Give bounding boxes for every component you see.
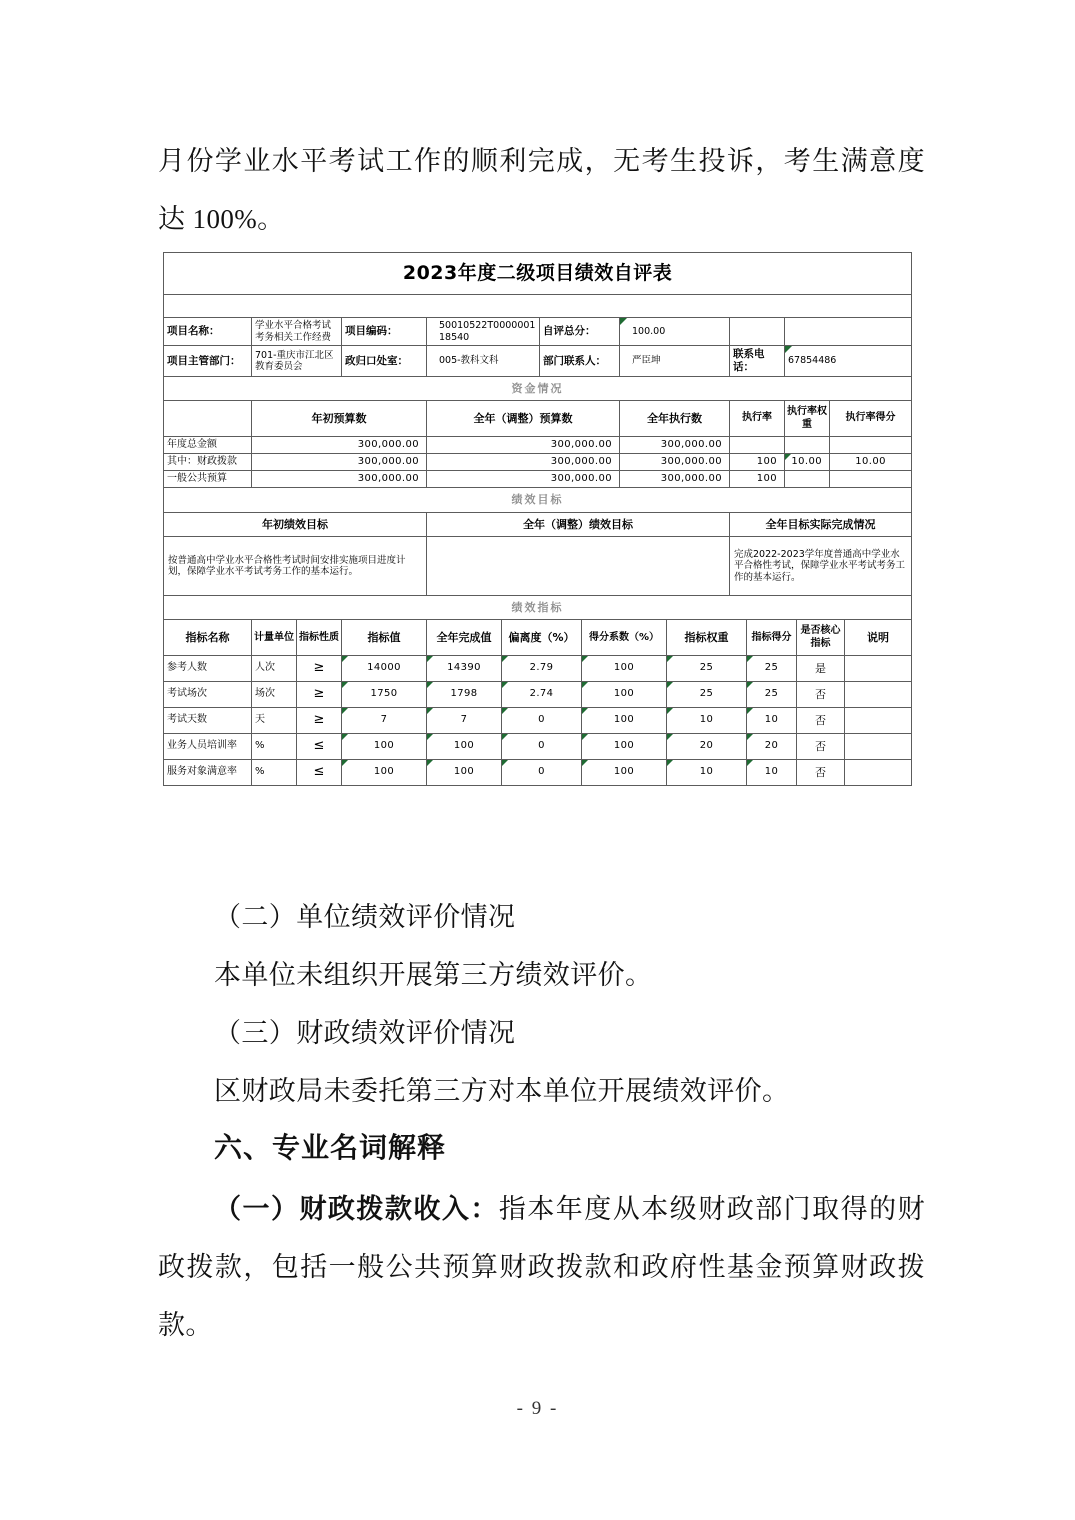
funding-executed: 300,000.00 (620, 453, 730, 470)
indicator-header-weight: 指标权重 (667, 620, 747, 655)
indicator-nature: ≥ (297, 681, 342, 707)
indicator-header-core: 是否核心指标 (797, 620, 845, 655)
indicator-header-deviation: 偏离度（%） (502, 620, 582, 655)
indicators-table (163, 619, 912, 785)
funding-weight (785, 436, 830, 453)
indicator-core: 否 (797, 707, 845, 733)
goals-adjusted-value (427, 537, 730, 596)
indicator-core: 否 (797, 759, 845, 785)
indicator-actual: 7 (427, 707, 502, 733)
indicator-name: 参考人数 (164, 655, 252, 681)
funding-initial: 300,000.00 (252, 453, 427, 470)
funding-adjusted: 300,000.00 (427, 436, 620, 453)
indicators-band-row (164, 596, 912, 620)
funding-header-row (164, 401, 912, 436)
section-six-item1 (158, 1180, 925, 1354)
page-number: - 9 - (516, 1398, 559, 1419)
funding-row-label: 年度总金额 (164, 436, 252, 453)
section-b-body: 本单位未组织开展第三方绩效评价。 (214, 960, 653, 990)
indicator-row (164, 655, 912, 681)
indicator-actual: 14390 (427, 655, 502, 681)
indicator-coefficient: 100 (582, 655, 667, 681)
indicator-coefficient: 100 (582, 707, 667, 733)
indicator-header-score: 指标得分 (747, 620, 797, 655)
indicator-coefficient: 100 (582, 733, 667, 759)
project-code-label: 项目编码： (342, 318, 427, 346)
indicator-target: 14000 (342, 655, 427, 681)
indicator-nature: ≥ (297, 707, 342, 733)
indicator-row (164, 759, 912, 785)
indicator-nature: ≤ (297, 759, 342, 785)
project-name-label: 项目名称： (164, 318, 252, 346)
indicator-weight: 10 (667, 759, 747, 785)
funding-row (164, 453, 912, 470)
indicator-deviation: 0 (502, 707, 582, 733)
indicator-unit: % (252, 733, 297, 759)
goals-band-label: 绩效目标 (164, 488, 912, 512)
indicator-row (164, 707, 912, 733)
funding-score (830, 436, 912, 453)
phone-value: 67854486 (785, 346, 912, 377)
goals-header-initial: 年初绩效目标 (164, 512, 427, 536)
goals-data-row (164, 537, 912, 596)
indicator-deviation: 2.79 (502, 655, 582, 681)
indicator-actual: 100 (427, 733, 502, 759)
phone-label: 联系电话： (730, 346, 785, 377)
indicator-weight: 25 (667, 655, 747, 681)
indicator-note (845, 655, 912, 681)
goals-header-adjusted: 全年（调整）绩效目标 (427, 512, 730, 536)
funding-header-3: 全年执行数 (620, 401, 730, 436)
paragraph-top: 月份学业水平考试工作的顺利完成，无考生投诉，考生满意度达 100%。 (158, 146, 925, 234)
indicator-header-name: 指标名称 (164, 620, 252, 655)
indicator-unit: 天 (252, 707, 297, 733)
funding-band-row (164, 376, 912, 400)
funding-header-0 (164, 401, 252, 436)
funding-header-2: 全年（调整）预算数 (427, 401, 620, 436)
form-spacer-cell (164, 295, 912, 318)
funding-score: 10.00 (830, 453, 912, 470)
indicator-name: 考试场次 (164, 681, 252, 707)
funding-weight (785, 471, 830, 488)
indicator-target: 100 (342, 759, 427, 785)
goals-actual-value: 完成2022-2023学年度普通高中学业水平合格性考试，保障学业水平考试考务工作的基本运行。 (730, 537, 912, 596)
indicator-name: 业务人员培训率 (164, 733, 252, 759)
indicator-note (845, 759, 912, 785)
indicator-score: 25 (747, 681, 797, 707)
funding-row (164, 436, 912, 453)
indicator-actual: 100 (427, 759, 502, 785)
contact-label: 部门联系人： (540, 346, 620, 377)
form-title-row (164, 253, 912, 295)
form-title: 2023年度二级项目绩效自评表 (164, 253, 912, 295)
self-score-label: 自评总分： (540, 318, 620, 346)
funding-weight: 10.00 (785, 453, 830, 470)
funding-adjusted: 300,000.00 (427, 453, 620, 470)
indicator-weight: 10 (667, 707, 747, 733)
indicator-header-unit: 计量单位 (252, 620, 297, 655)
funding-initial: 300,000.00 (252, 436, 427, 453)
indicator-score: 25 (747, 655, 797, 681)
performance-self-assessment-form (163, 252, 911, 786)
indicator-score: 10 (747, 759, 797, 785)
indicator-weight: 20 (667, 733, 747, 759)
indicator-nature: ≥ (297, 655, 342, 681)
funding-adjusted: 300,000.00 (427, 471, 620, 488)
indicator-row (164, 681, 912, 707)
indicator-core: 否 (797, 681, 845, 707)
funding-initial: 300,000.00 (252, 471, 427, 488)
funding-rate (730, 436, 785, 453)
section-six-item1-label: （一）财政拨款收入： (214, 1194, 499, 1224)
office-value: 005-教科文科 (427, 346, 540, 377)
form-spacer-row (164, 295, 912, 318)
info-row-1 (164, 318, 912, 346)
project-code-value: 50010522T000000118540 (427, 318, 540, 346)
goals-band-row (164, 488, 912, 512)
indicator-target: 7 (342, 707, 427, 733)
funding-executed: 300,000.00 (620, 436, 730, 453)
funding-row (164, 471, 912, 488)
indicator-header-target: 指标值 (342, 620, 427, 655)
indicator-deviation: 0 (502, 759, 582, 785)
indicator-core: 否 (797, 733, 845, 759)
indicator-unit: 人次 (252, 655, 297, 681)
indicator-row (164, 733, 912, 759)
indicators-header-row (164, 620, 912, 655)
indicator-note (845, 681, 912, 707)
section-b-heading: （二）单位绩效评价情况 (214, 902, 516, 932)
funding-header-1: 年初预算数 (252, 401, 427, 436)
info-row-2 (164, 346, 912, 377)
funding-header-6: 执行率得分 (830, 401, 912, 436)
indicator-note (845, 733, 912, 759)
indicator-name: 服务对象满意率 (164, 759, 252, 785)
indicator-header-coefficient: 得分系数（%） (582, 620, 667, 655)
funding-header-5: 执行率权重 (785, 401, 830, 436)
info-empty-2 (785, 318, 912, 346)
indicator-actual: 1798 (427, 681, 502, 707)
funding-header-4: 执行率 (730, 401, 785, 436)
funding-rate: 100 (730, 453, 785, 470)
indicator-deviation: 2.74 (502, 681, 582, 707)
section-c-heading: （三）财政绩效评价情况 (214, 1018, 516, 1048)
contact-value: 严臣坤 (620, 346, 730, 377)
goals-header-actual: 全年目标实际完成情况 (730, 512, 912, 536)
funding-score (830, 471, 912, 488)
funding-row-label: 一般公共预算 (164, 471, 252, 488)
office-label: 政归口处室： (342, 346, 427, 377)
goals-initial-value: 按普通高中学业水平合格性考试时间安排实施项目进度计划，保障学业水平考试考务工作的基本运行。 (164, 537, 427, 596)
indicator-coefficient: 100 (582, 759, 667, 785)
funding-rate: 100 (730, 471, 785, 488)
indicator-nature: ≤ (297, 733, 342, 759)
indicator-note (845, 707, 912, 733)
section-c-body: 区财政局未委托第三方对本单位开展绩效评价。 (214, 1076, 790, 1106)
project-name-value: 学业水平合格考试考务相关工作经费 (252, 318, 342, 346)
indicator-score: 10 (747, 707, 797, 733)
indicator-name: 考试天数 (164, 707, 252, 733)
indicator-unit: % (252, 759, 297, 785)
funding-executed: 300,000.00 (620, 471, 730, 488)
form-table (163, 252, 912, 620)
goals-header-row (164, 512, 912, 536)
indicator-header-note: 说明 (845, 620, 912, 655)
self-score-value: 100.00 (620, 318, 730, 346)
indicators-band-label: 绩效指标 (164, 596, 912, 620)
indicator-deviation: 0 (502, 733, 582, 759)
indicator-header-actual: 全年完成值 (427, 620, 502, 655)
indicator-target: 1750 (342, 681, 427, 707)
funding-row-label: 其中：财政拨款 (164, 453, 252, 470)
indicator-core: 是 (797, 655, 845, 681)
section-six-heading: 六、专业名词解释 (214, 1133, 447, 1164)
indicator-score: 20 (747, 733, 797, 759)
funding-band-label: 资金情况 (164, 376, 912, 400)
indicator-target: 100 (342, 733, 427, 759)
indicator-weight: 25 (667, 681, 747, 707)
section-six-item1-body: 指本年度从本级财政部门取得的财政拨款，包括一般公共预算财政拨款和政府性基金预算财政拨款。 (158, 1194, 926, 1340)
info-empty-1 (730, 318, 785, 346)
dept-label: 项目主管部门： (164, 346, 252, 377)
indicator-coefficient: 100 (582, 681, 667, 707)
indicator-unit: 场次 (252, 681, 297, 707)
dept-value: 701-重庆市江北区教育委员会 (252, 346, 342, 377)
indicator-header-nature: 指标性质 (297, 620, 342, 655)
